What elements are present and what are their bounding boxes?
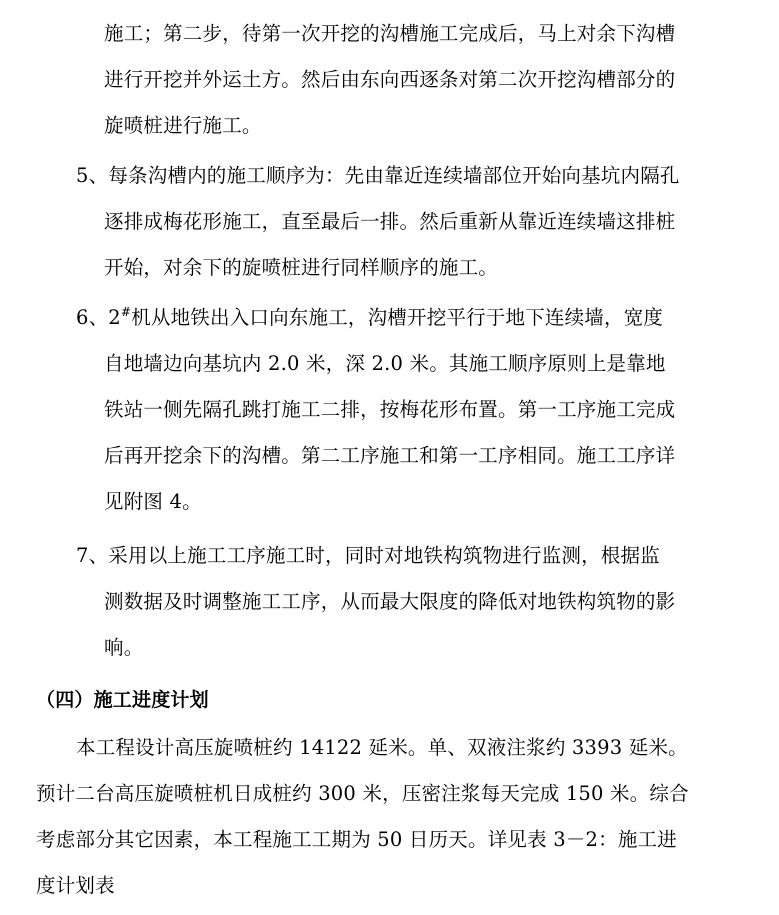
item4-line-3: 旋喷桩进行施工。 xyxy=(104,114,262,137)
item6-line-1-text: 机从地铁出入口向东施工，沟槽开挖平行于地下连续墙，宽度 xyxy=(131,306,664,329)
item6-line-2: 自地墙边向基坑内 2.0 米，深 2.0 米。其施工顺序原则上是靠地 xyxy=(104,352,666,375)
item6-line-1 xyxy=(76,298,663,338)
item4-line-2: 进行开挖并外运土方。然后由东向西逐条对第二次开挖沟槽部分的 xyxy=(104,68,676,91)
item7-line-1: 7、采用以上施工工序施工时，同时对地铁构筑物进行监测，根据监 xyxy=(76,544,660,567)
item5-line-1: 5、每条沟槽内的施工顺序为：先由靠近连续墙部位开始向基坑内隔孔 xyxy=(76,164,680,187)
machine-number-sup: # xyxy=(120,305,132,319)
section-para-line-3: 考虑部分其它因素，本工程施工工期为 50 日历天。详见表 3－2：施工进 xyxy=(36,828,677,851)
item6-number: 6、2 xyxy=(76,306,121,329)
item5-line-3: 开始，对余下的旋喷桩进行同样顺序的施工。 xyxy=(104,256,499,279)
section-para-line-2: 预计二台高压旋喷桩机日成桩约 300 米，压密注浆每天完成 150 米。综合 xyxy=(36,782,689,805)
item6-line-5: 见附图 4。 xyxy=(104,490,202,513)
item5-line-2: 逐排成梅花形施工，直至最后一排。然后重新从靠近连续墙这排桩 xyxy=(104,210,676,233)
item6-line-4: 后再开挖余下的沟槽。第二工序施工和第一工序相同。施工工序详 xyxy=(104,444,676,467)
item7-line-2: 测数据及时调整施工工序，从而最大限度的降低对地铁构筑物的影 xyxy=(104,590,676,613)
section-heading: （四）施工进度计划 xyxy=(36,689,209,711)
item6-line-3: 铁站一侧先隔孔跳打施工二排，按梅花形布置。第一工序施工完成 xyxy=(104,398,676,421)
item7-line-3: 响。 xyxy=(104,636,144,659)
item4-line-1: 施工；第二步，待第一次开挖的沟槽施工完成后，马上对余下沟槽 xyxy=(104,22,676,45)
section-para-line-1: 本工程设计高压旋喷桩约 14122 延米。单、双液注浆约 3393 延米。 xyxy=(76,736,688,759)
section-para-line-4: 度计划表 xyxy=(36,874,115,897)
